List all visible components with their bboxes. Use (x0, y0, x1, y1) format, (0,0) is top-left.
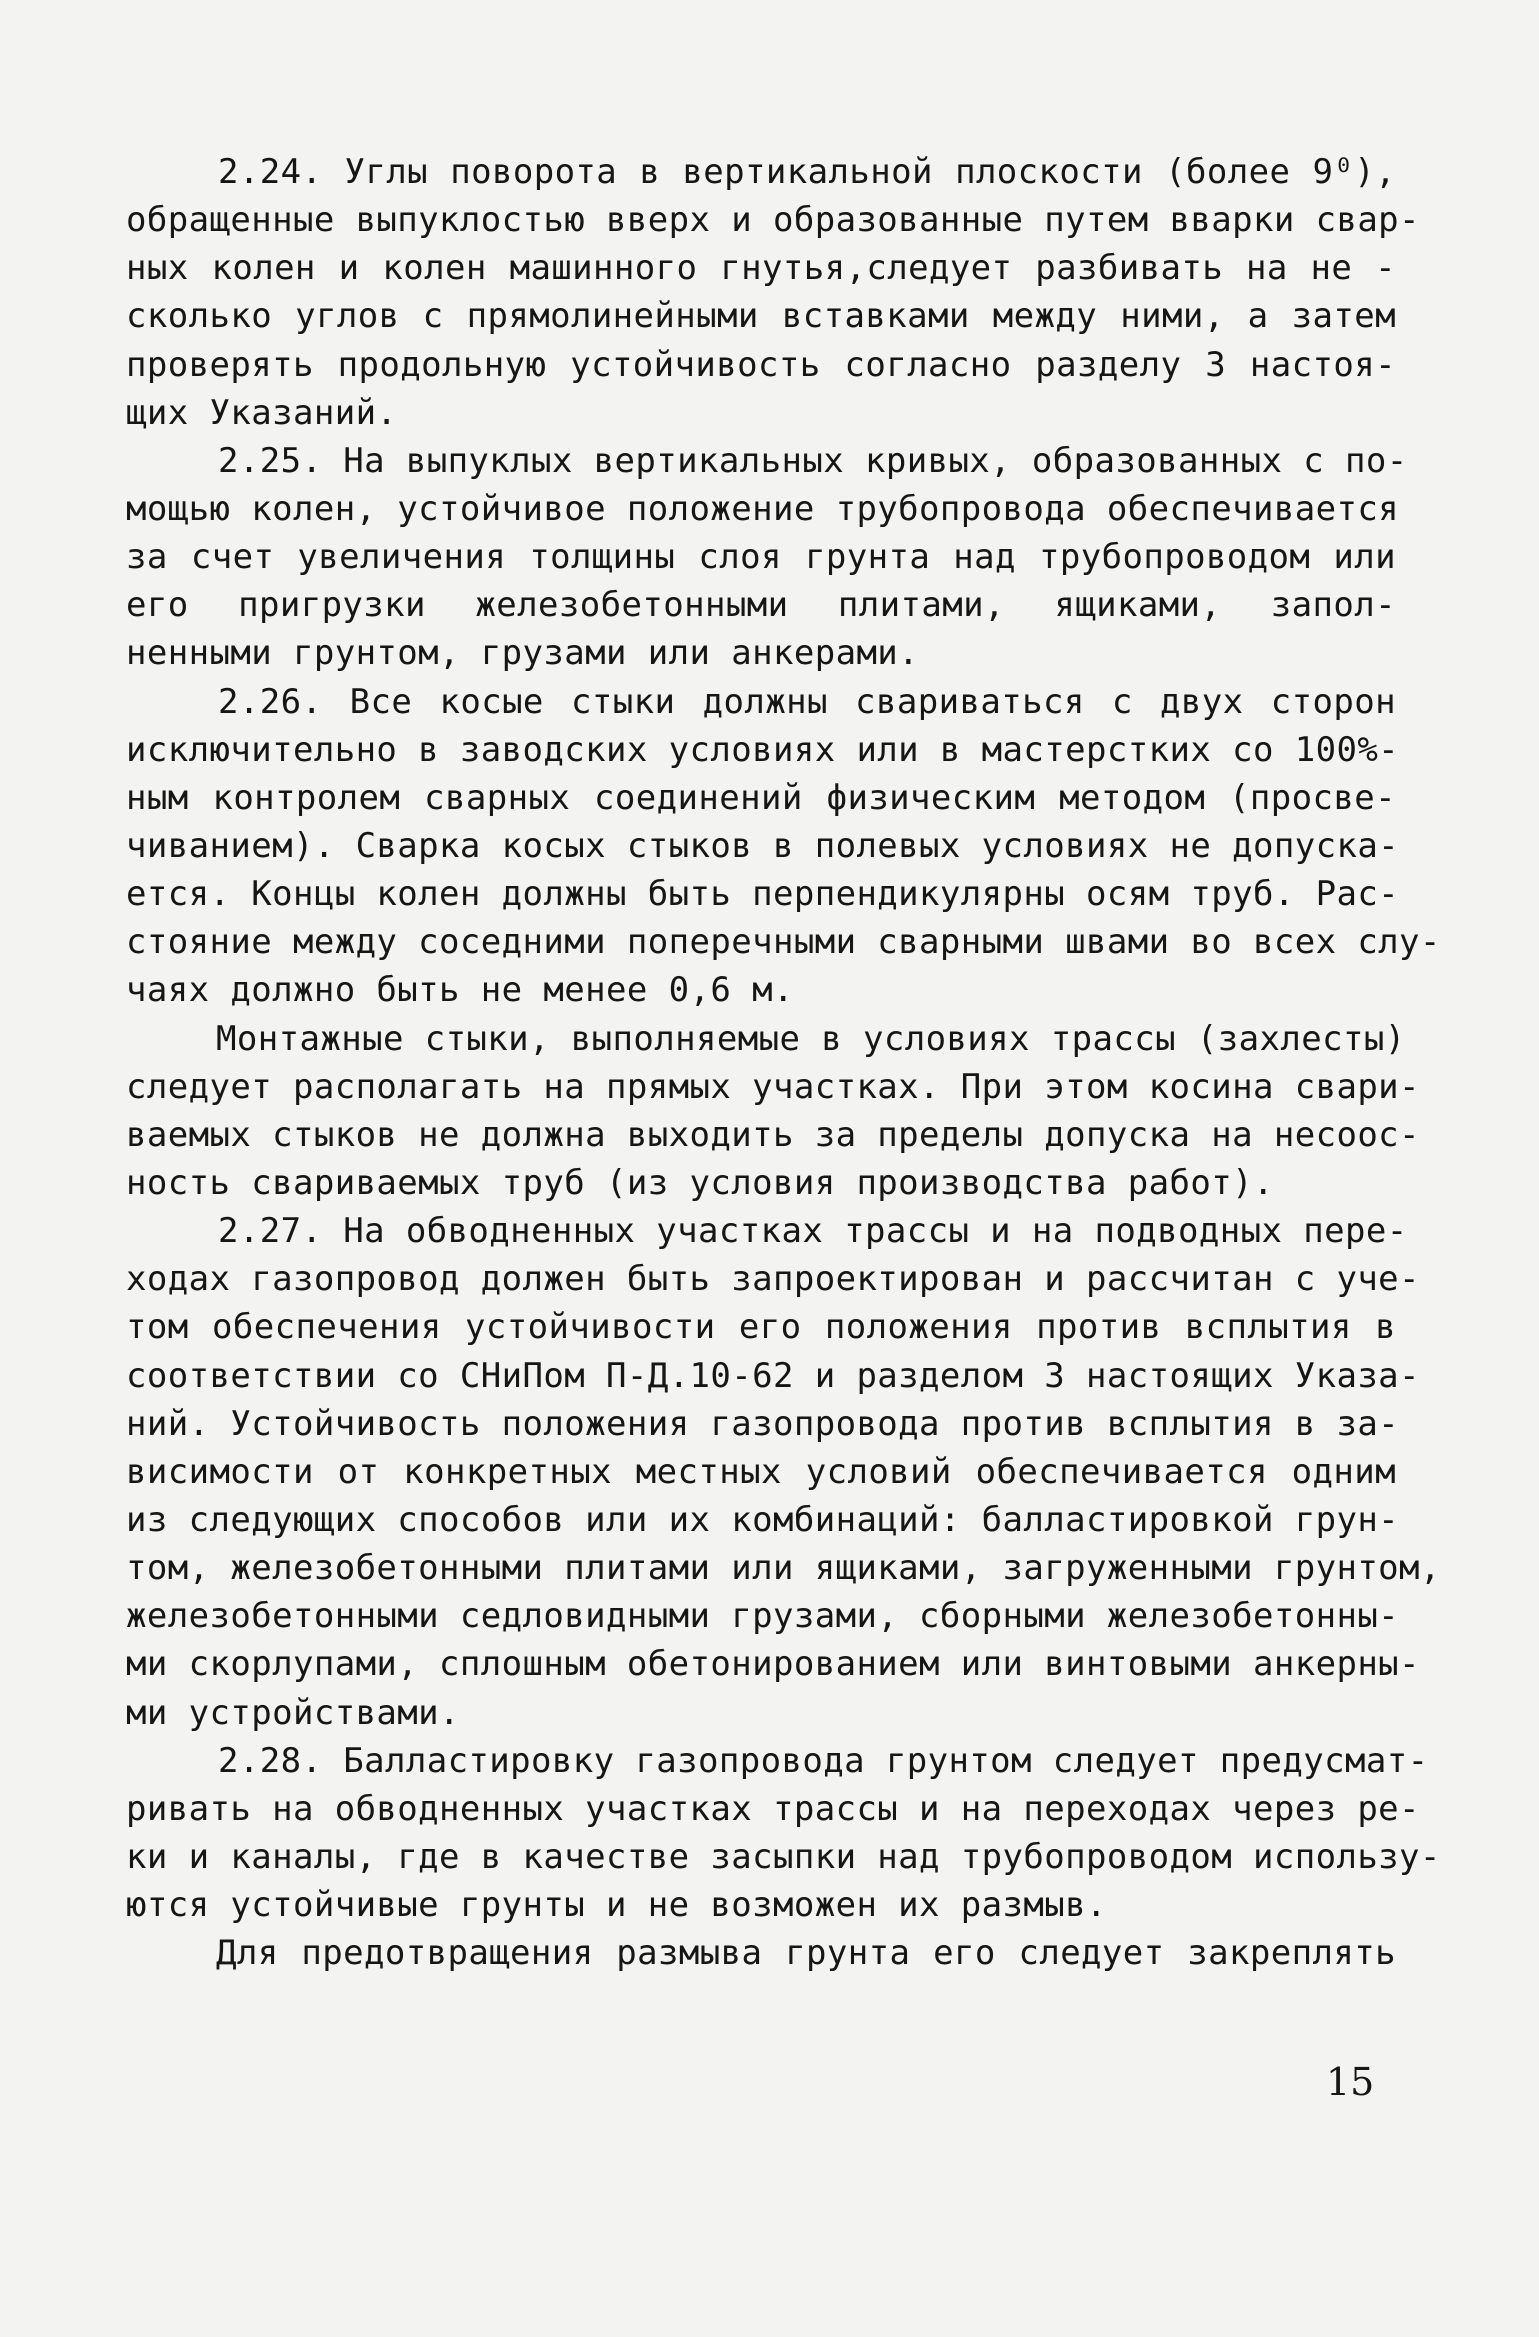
text-line: ми скорлупами, сплошным обетонированием или винтовыми анкерны- (126, 1644, 1420, 1685)
text-line: сколько углов с прямолинейными вставками между ними, а затем (126, 296, 1396, 337)
text-line: чиванием). Сварка косых стыков в полевых условиях не допуска- (126, 825, 1400, 866)
text-line: ются устойчивые грунты и не возможен их размыв. (126, 1885, 1107, 1926)
text-line: его пригрузки железобетонными плитами, ящиками, запол- (126, 585, 1396, 626)
text-line: ность свариваемых труб (из условия производства работ). (126, 1162, 1274, 1203)
body-text (126, 148, 1441, 1977)
text-line: ний. Устойчивость положения газопровода против всплытия в за- (126, 1403, 1400, 1444)
text-line: следует располагать на прямых участках. При этом косина свари- (126, 1066, 1420, 1107)
text-line: Монтажные стыки, выполняемые в условиях трассы (захлесты) (216, 1018, 1406, 1059)
text-line: ненными грунтом, грузами или анкерами. (126, 633, 920, 674)
text-line: том, железобетонными плитами или ящиками, загруженными грунтом, (126, 1548, 1441, 1589)
page-number: 15 (1326, 2060, 1375, 2104)
text-line: ваемых стыков не должна выходить за пределы допуска на несоос- (126, 1114, 1420, 1155)
text-line: стояние между соседними поперечными сварными швами во всех слу- (126, 922, 1441, 963)
text-line: исключительно в заводских условиях или в мастерстких со 100%- (126, 729, 1400, 770)
text-line: щих Указаний. (126, 392, 398, 433)
text-line: ривать на обводненных участках трассы и на переходах через ре- (126, 1788, 1420, 1829)
text-line: ных колен и колен машинного гнутья,следует разбивать на не - (126, 248, 1396, 289)
text-line: ется. Концы колен должны быть перпендикулярны осям труб. Рас- (126, 874, 1400, 915)
text-line: Для предотвращения размыва грунта его следует закреплять (216, 1933, 1396, 1974)
text-line: ки и каналы, где в качестве засыпки над трубопроводом использу- (126, 1836, 1441, 1877)
text-line: 2.26. Все косые стыки должны свариваться с двух сторон (218, 681, 1396, 722)
text-line: том обеспечения устойчивости его положения против всплытия в (126, 1307, 1396, 1348)
text-line: мощью колен, устойчивое положение трубопровода обеспечивается (126, 488, 1400, 529)
text-line: 2.25. На выпуклых вертикальных кривых, образованных с по- (218, 440, 1408, 481)
text-line: висимости от конкретных местных условий обеспечивается одним (126, 1451, 1396, 1492)
text-line: чаях должно быть не менее 0,6 м. (126, 970, 794, 1011)
text-line: ходах газопровод должен быть запроектирован и рассчитан с уче- (126, 1259, 1420, 1300)
text-line: обращенные выпуклостью вверх и образованные путем вварки свар- (126, 200, 1420, 241)
text-line: проверять продольную устойчивость согласно разделу 3 настоя- (126, 344, 1396, 385)
text-line: 2.28. Балластировку газопровода грунтом следует предусмат- (218, 1740, 1429, 1781)
text-line: 2.24. Углы поворота в вертикальной плоскости (более 9⁰), (218, 152, 1396, 192)
text-line: ми устройствами. (126, 1692, 460, 1733)
text-line: железобетонными седловидными грузами, сборными железобетонны- (126, 1596, 1400, 1637)
text-line: за счет увеличения толщины слоя грунта над трубопроводом или (126, 537, 1396, 578)
text-line: 2.27. На обводненных участках трассы и на подводных пере- (218, 1211, 1408, 1252)
text-line: соответствии со СНиПом П-Д.10-62 и разделом 3 настоящих Указа- (126, 1355, 1420, 1396)
text-line: из следующих способов или их комбинаций: балластировкой грун- (126, 1499, 1400, 1540)
text-line: ным контролем сварных соединений физическим методом (просве- (126, 777, 1396, 818)
